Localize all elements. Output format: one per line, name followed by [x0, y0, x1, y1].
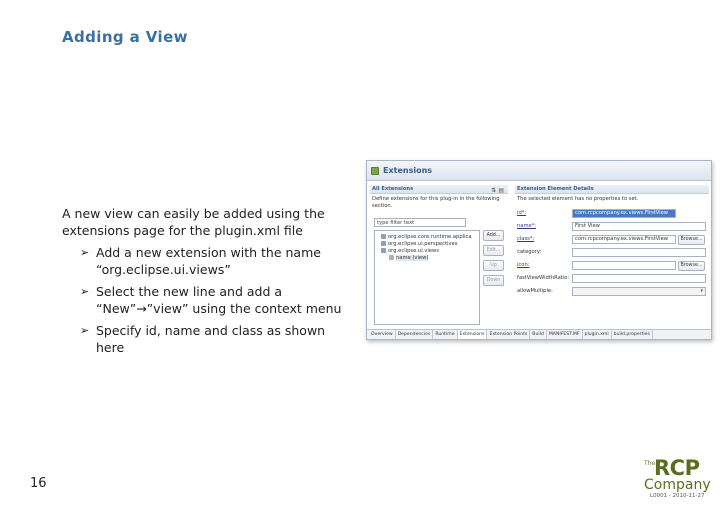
all-extensions-header — [370, 185, 508, 194]
tree-item-label: name (view) — [396, 255, 429, 261]
category-field[interactable] — [572, 248, 706, 257]
tab-overview[interactable]: Overview — [369, 330, 396, 339]
bullet-item — [62, 283, 352, 317]
logo-company: Company — [644, 477, 711, 493]
slide-code: L0001 - 2010-11-27 — [650, 493, 705, 499]
all-extensions-section — [370, 185, 508, 325]
allowmultiple-label: allowMultiple: — [517, 288, 553, 294]
add-button[interactable]: Add... — [483, 230, 504, 241]
logo-the: The — [644, 460, 656, 467]
view-icon — [389, 255, 394, 260]
extension-icon — [381, 234, 386, 239]
down-button[interactable]: Down — [483, 275, 504, 286]
slide-title: Adding a View — [62, 28, 188, 46]
editor-title: Extensions — [383, 166, 433, 175]
tree-item[interactable] — [377, 248, 477, 255]
tree-item-label: org.eclipse.ui.perspectives — [388, 241, 458, 247]
tree-item-label: org.eclipse.ui.views — [388, 248, 439, 254]
extension-element-details-section — [515, 185, 709, 325]
icon-field[interactable] — [572, 261, 676, 270]
bullet-text: Select the new line and add a “New”→”view” using the context menu — [96, 284, 342, 316]
fastview-field[interactable] — [572, 274, 706, 283]
bullet-arrow-icon: ➢ — [80, 246, 90, 259]
extension-icon — [381, 248, 386, 253]
edit-button[interactable]: Edit... — [483, 245, 504, 256]
name-field[interactable]: First View — [572, 222, 706, 231]
details-header: Extension Element Details — [515, 185, 709, 194]
name-label[interactable]: name*: — [517, 223, 537, 229]
page-number: 16 — [30, 476, 47, 491]
logo-rcp: RCP — [654, 456, 700, 480]
rcp-company-logo — [640, 458, 710, 500]
tab-extension-points[interactable]: Extension Points — [487, 330, 530, 339]
chevron-down-icon: ▾ — [700, 288, 703, 294]
plugin-icon — [371, 167, 379, 175]
tree-item[interactable] — [377, 241, 477, 248]
filter-input[interactable]: type filter text — [374, 218, 466, 227]
editor-tab-bar — [367, 329, 711, 339]
class-label[interactable]: class*: — [517, 236, 535, 242]
tab-manifest[interactable]: MANIFEST.MF — [547, 330, 583, 339]
extensions-tree[interactable] — [374, 230, 480, 325]
slide-body — [62, 205, 352, 356]
details-description: The selected element has no properties to set. — [517, 196, 639, 202]
tab-plugin-xml[interactable]: plugin.xml — [583, 330, 612, 339]
sort-icon[interactable]: ⇅ ▤ — [491, 187, 504, 194]
up-button[interactable]: Up — [483, 260, 504, 271]
id-field[interactable]: com.rcpcompany.ex.views.FirstView — [572, 209, 676, 218]
bullet-text: Specify id, name and class as shown here — [96, 323, 326, 355]
icon-browse-button[interactable]: Browse... — [678, 261, 705, 271]
editor-titlebar — [367, 161, 711, 181]
tree-buttons — [483, 230, 504, 290]
tree-item-selected[interactable] — [377, 255, 477, 262]
bullet-arrow-icon: ➢ — [80, 285, 90, 298]
tab-build[interactable]: Build — [530, 330, 547, 339]
tab-build-properties[interactable]: build.properties — [612, 330, 653, 339]
extension-icon — [381, 241, 386, 246]
all-extensions-header-label: All Extensions — [372, 186, 414, 192]
tab-extensions[interactable]: Extensions — [458, 330, 488, 339]
fastview-label: fastViewWidthRatio: — [517, 275, 570, 281]
class-browse-button[interactable]: Browse... — [678, 235, 705, 245]
id-label[interactable]: id*: — [517, 210, 527, 216]
bullet-text: Add a new extension with the name “org.eclipse.ui.views” — [96, 245, 321, 277]
bullet-item — [62, 244, 352, 278]
intro-text: A new view can easily be added using the extensions page for the plugin.xml file — [62, 206, 325, 238]
category-label: category: — [517, 249, 542, 255]
tree-item[interactable] — [377, 234, 477, 241]
bullet-arrow-icon: ➢ — [80, 324, 90, 337]
bullet-item — [62, 322, 352, 356]
tab-runtime[interactable]: Runtime — [433, 330, 457, 339]
icon-label[interactable]: icon: — [517, 262, 530, 268]
tab-dependencies[interactable]: Dependencies — [396, 330, 434, 339]
allowmultiple-select[interactable] — [572, 287, 706, 296]
all-extensions-description: Define extensions for this plug-in in the following section. — [372, 196, 500, 209]
extensions-editor-screenshot — [366, 160, 712, 340]
class-field[interactable]: com.rcpcompany.ex.views.FirstView — [572, 235, 676, 244]
tree-item-label: org.eclipse.core.runtime.applica — [388, 234, 472, 240]
